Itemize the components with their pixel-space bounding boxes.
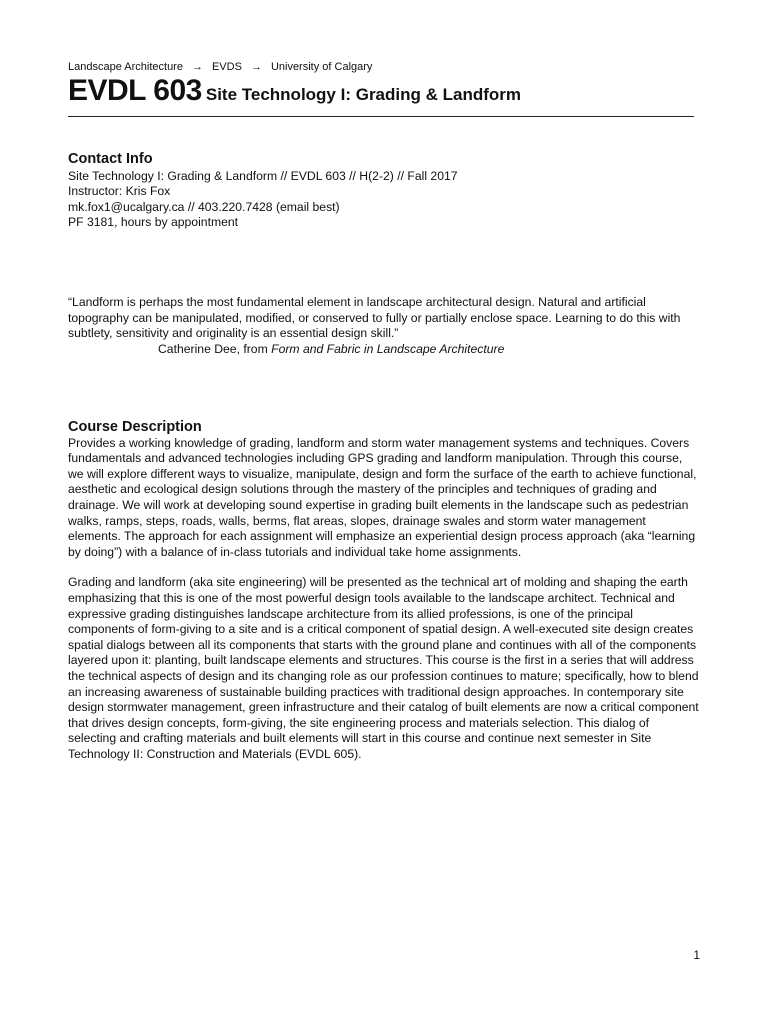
contact-instructor-line: Instructor: Kris Fox — [68, 184, 171, 199]
course-description-section — [68, 420, 700, 777]
course-description-paragraph: Provides a working knowledge of grading, landform and storm water management systems and techniques. Covers fundamentals and advanced technologies including GPS grading and landform manipulation. Through this course, we will explore different ways to visualize, manipulate, design and form the surface of the earth to achieve functional, aesthetic and ecological design solutions through the mastery of the principles and techniques of grading and drainage. We will work at developing sound expertise in grading built elements in the landscape such as pedestrian walks, ramps, steps, roads, walls, berms, flat areas, slopes, drainage swales and storm water management elements. The approach for each assignment will emphasize an experiential design process approach (aka “learning by doing”) with a balance of in-class tutorials and individual take home assignments. — [68, 435, 697, 559]
contact-office-line: PF 3181, hours by appointment — [68, 215, 239, 230]
quote-author: Catherine Dee, from — [158, 341, 272, 356]
contact-section — [68, 152, 700, 231]
course-code: EVDL 603 — [68, 74, 202, 107]
breadcrumb-arrow-icon: → — [191, 61, 203, 73]
course-name: Site Technology I: Grading & Landform — [205, 85, 521, 104]
quote-attribution — [68, 342, 700, 358]
course-description-paragraph: Grading and landform (aka site engineering) will be presented as the technical art of molding and shaping the earth emphasizing that this is one of the most powerful design tools available to the landscape architect. Technical and expressive grading distinguishes landscape architecture from its allied professions, is one of the principal components of form-giving to a site and is a critical component of spatial design. A well-executed site design creates spatial dialogs between all its components that starts with the ground plane and continues with all of the components layered upon it: planting, built landscape elements and structures. This course is the first in a series that will address the technical aspects of design and its changing role as our profession continues to mature; specifically, how to blend an increasing awareness of sustainable building practices with traditional design approaches. In contemporary site design stormwater management, green infrastructure and their catalog of built elements are now a critical component that drives design concepts, form-giving, the site engineering process and materials selection. This dialog of selecting and crafting materials and built elements will start in this course and continue next semester in Site Technology II: Construction and Materials (EVDL 605). — [68, 575, 699, 761]
breadcrumb-item-evds: EVDS — [211, 61, 242, 73]
contact-heading: Contact Info — [68, 151, 153, 167]
contact-email-phone-line: mk.fox1@ucalgary.ca // 403.220.7428 (email best) — [68, 199, 340, 214]
quote-text: “Landform is perhaps the most fundamental element in landscape architectural design. Natural and artificial topography can be manipulated, modified, or conserved to fully or partially enclose space. Learning to do this with subtlety, sensitivity and originality is an essential design skill.” — [68, 295, 681, 341]
contact-course-line: Site Technology I: Grading & Landform // EVDL 603 // H(2-2) // Fall 2017 — [68, 168, 458, 183]
breadcrumb-item-university: University of Calgary — [270, 61, 373, 73]
breadcrumb-arrow-icon: → — [250, 61, 262, 73]
title-divider — [68, 116, 694, 117]
course-description-heading: Course Description — [68, 419, 202, 435]
breadcrumb — [68, 61, 372, 73]
page-title — [68, 74, 521, 108]
quote-source-title: Form and Fabric in Landscape Architecture — [271, 341, 505, 356]
breadcrumb-item-landscape-architecture: Landscape Architecture — [68, 61, 183, 73]
page-number: 1 — [693, 948, 700, 962]
quote-section — [68, 295, 700, 357]
